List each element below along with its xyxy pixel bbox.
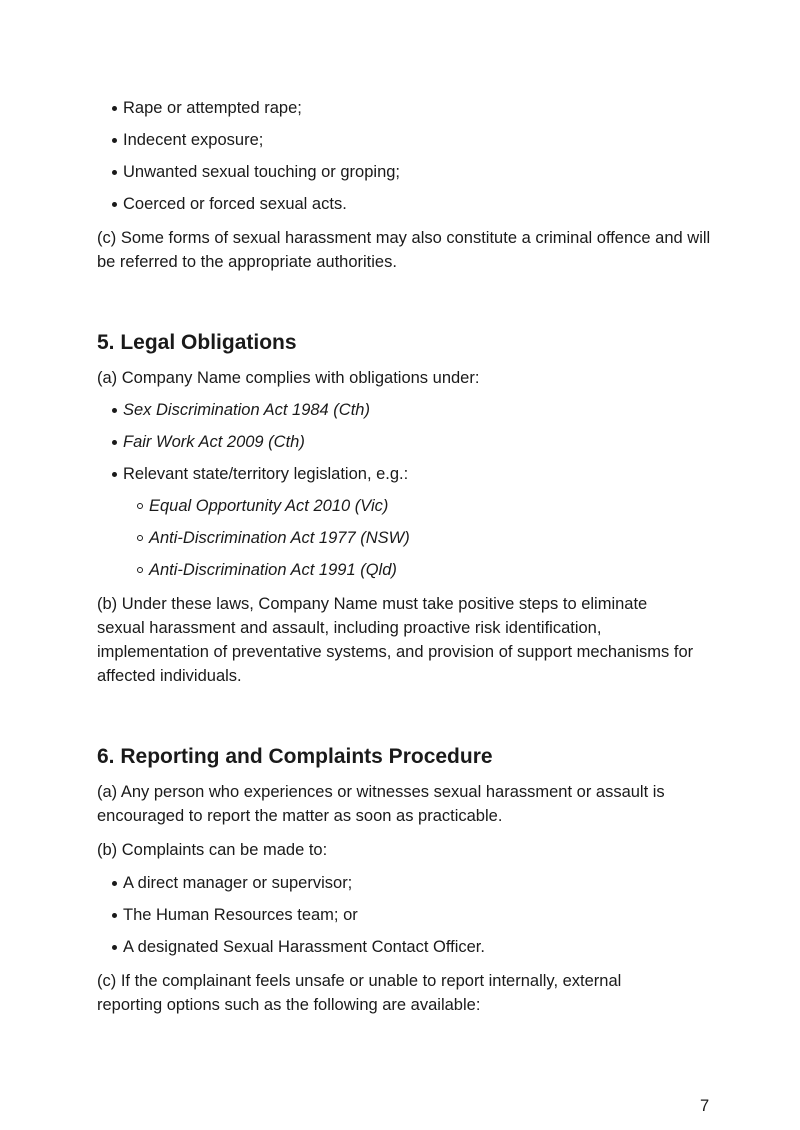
list-item: Sex Discrimination Act 1984 (Cth) — [123, 398, 370, 422]
page-number: 7 — [700, 1097, 710, 1115]
list-item: Relevant state/territory legislation, e.g.: — [123, 462, 408, 486]
sub-list-item: Anti-Discrimination Act 1991 (Qld) — [149, 558, 397, 582]
list-item: Rape or attempted rape; — [123, 96, 302, 120]
list-item: Fair Work Act 2009 (Cth) — [123, 430, 305, 454]
paragraph-4c: (c) Some forms of sexual harassment may also constitute a criminal offence and will be referred to the appropriate authorities. — [97, 229, 711, 271]
list-item: Indecent exposure; — [123, 128, 263, 152]
paragraph-6b: (b) Complaints can be made to: — [97, 841, 328, 859]
list-item: Unwanted sexual touching or groping; — [123, 160, 400, 184]
section-5-heading: 5. Legal Obligations — [97, 331, 297, 354]
paragraph-6c: (c) If the complainant feels unsafe or unable to report internally, external reporting options such as the following are available: — [97, 972, 622, 1014]
paragraph-6a: (a) Any person who experiences or witnesses sexual harassment or assault is encouraged to report the matter as soon as practicable. — [97, 783, 665, 825]
sub-list-item: Anti-Discrimination Act 1977 (NSW) — [149, 526, 410, 550]
list-item: The Human Resources team; or — [123, 903, 358, 927]
paragraph-5b: (b) Under these laws, Company Name must take positive steps to eliminate sexual harassment and assault, including proactive risk identification, implementation of preventative systems, and provision of support mechanisms for affected individuals. — [97, 595, 694, 685]
list-item: A direct manager or supervisor; — [123, 871, 352, 895]
section-6-heading: 6. Reporting and Complaints Procedure — [97, 745, 493, 768]
list-item: A designated Sexual Harassment Contact Officer. — [123, 935, 485, 959]
sub-list-item: Equal Opportunity Act 2010 (Vic) — [149, 494, 388, 518]
paragraph-5a: (a) Company Name complies with obligations under: — [97, 369, 480, 387]
list-item: Coerced or forced sexual acts. — [123, 192, 347, 216]
